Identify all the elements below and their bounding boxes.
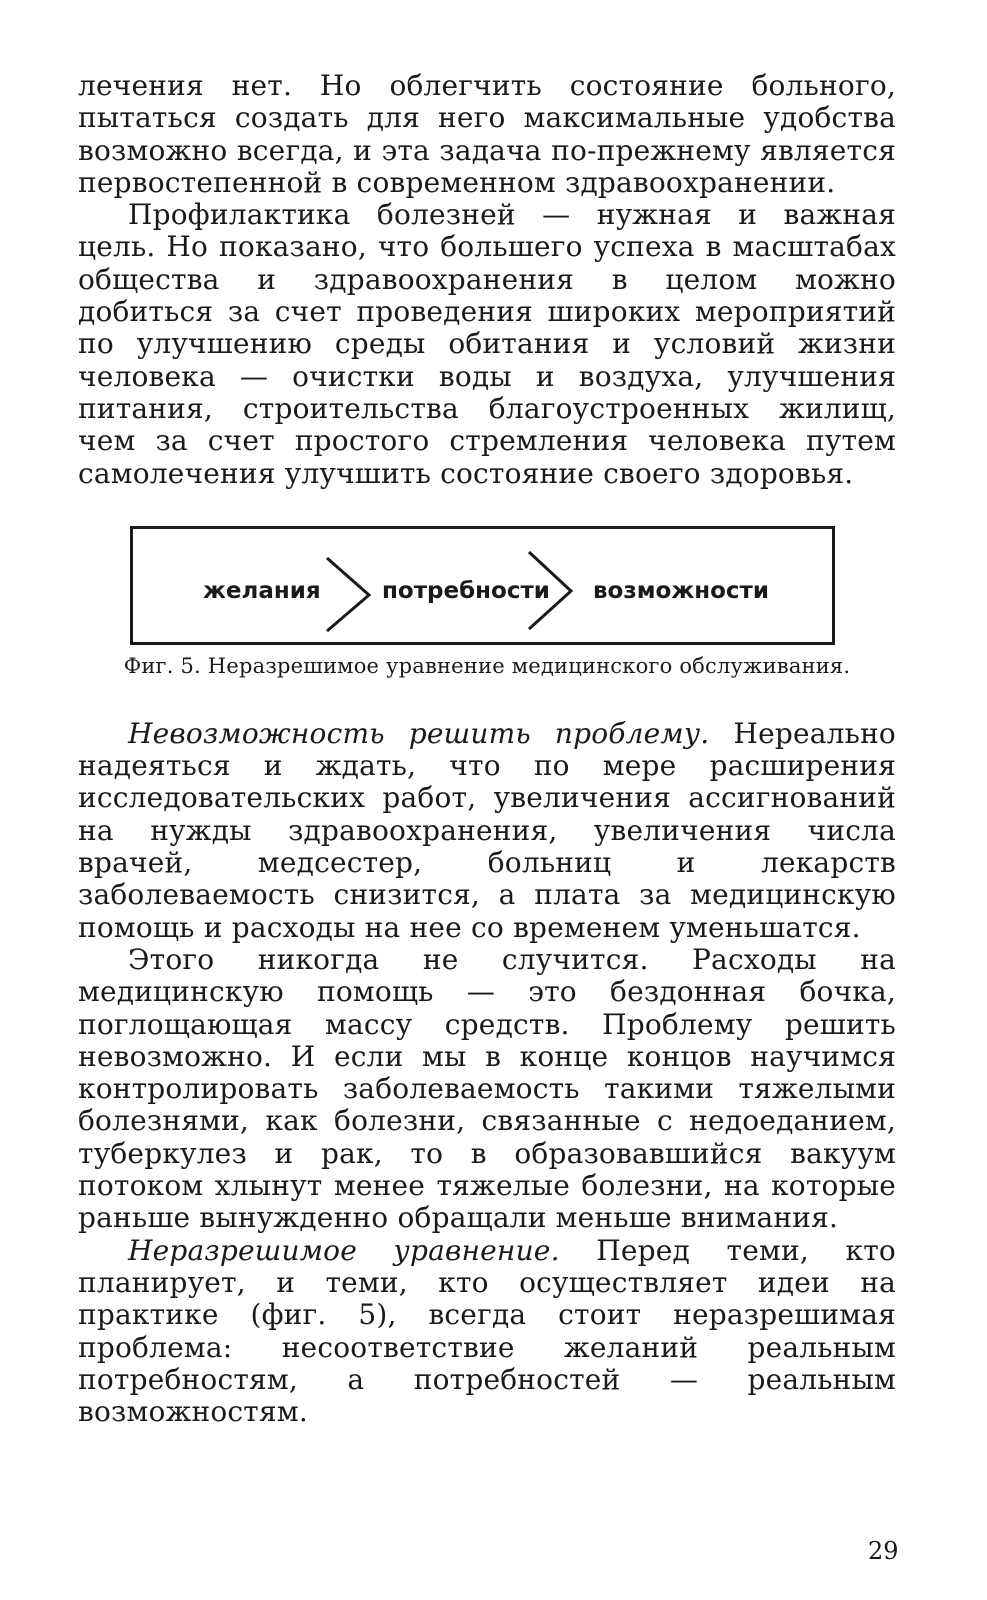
paragraph-text: лечения нет. Но облегчить состояние больного, пытаться создать для него максимальные удобства возможно всегда, и эта задача по-прежнему является первостепенной в современном здравоохранении. <box>78 69 896 199</box>
figure-frame <box>130 526 835 645</box>
paragraph-text: Перед теми, кто планирует, и теми, кто осуществляет идеи на практике (фиг. 5), всегда стоит неразрешимая проблема: несоответствие желаний реальным потребностям, а потребностей — реальным возможностям. <box>78 1233 896 1429</box>
paragraph-1 <box>78 70 896 199</box>
greater-than-sign-1 <box>327 558 369 631</box>
paragraph-text: Этого никогда не случится. Расходы на медицинскую помощь — это бездонная бочка, поглощающая массу средств. Проблему решить невозможно. И если мы в конце концов научимся контролировать заболеваемость такими тяжелыми болезнями, как болезни, связанные с недоеданием, туберкулез и рак, то в образовавшийся вакуум потоком хлынут менее тяжелые болезни, на которые раньше вынужденно обращали меньше внимания. <box>78 942 896 1235</box>
paragraph-5 <box>78 1235 896 1429</box>
figure-word-needs: потребности <box>382 577 550 604</box>
figure-word-desires: желания <box>203 577 321 604</box>
figure-caption: Фиг. 5. Неразрешимое уравнение медицинского обслуживания. <box>123 653 851 678</box>
paragraph-lead: Неразрешимое уравнение. <box>128 1233 560 1267</box>
figure-word-possibilities: возможности <box>593 577 769 604</box>
figure-5 <box>78 526 896 676</box>
paragraph-text: Профилактика болезней — нужная и важная цель. Но показано, что большего успеха в масштабах общества и здравоохранения в целом можно добиться за счет проведения широких мероприятий по улучшению среды обитания и условий жизни человека — очистки воды и воздуха, улучшения питания, строительства благоустроенных жилищ, чем за счет простого стремления человека путем самолечения улучшить состояние своего здоровья. <box>78 198 896 490</box>
paragraph-4 <box>78 944 896 1235</box>
paragraph-lead: Невозможность решить проблему. <box>128 716 710 750</box>
paragraph-2 <box>78 199 896 490</box>
paragraph-text: Нереально надеяться и ждать, что по мере расширения исследовательских работ, увеличения ассигнований на нужды здравоохранения, увеличения числа врачей, медсестер, больниц и лекарств заболеваемость снизится, а плата за медицинскую помощь и расходы на нее со временем уменьшатся. <box>78 716 896 944</box>
page-content <box>78 70 896 1428</box>
paragraph-3 <box>78 718 896 944</box>
page-number: 29 <box>868 1537 899 1565</box>
